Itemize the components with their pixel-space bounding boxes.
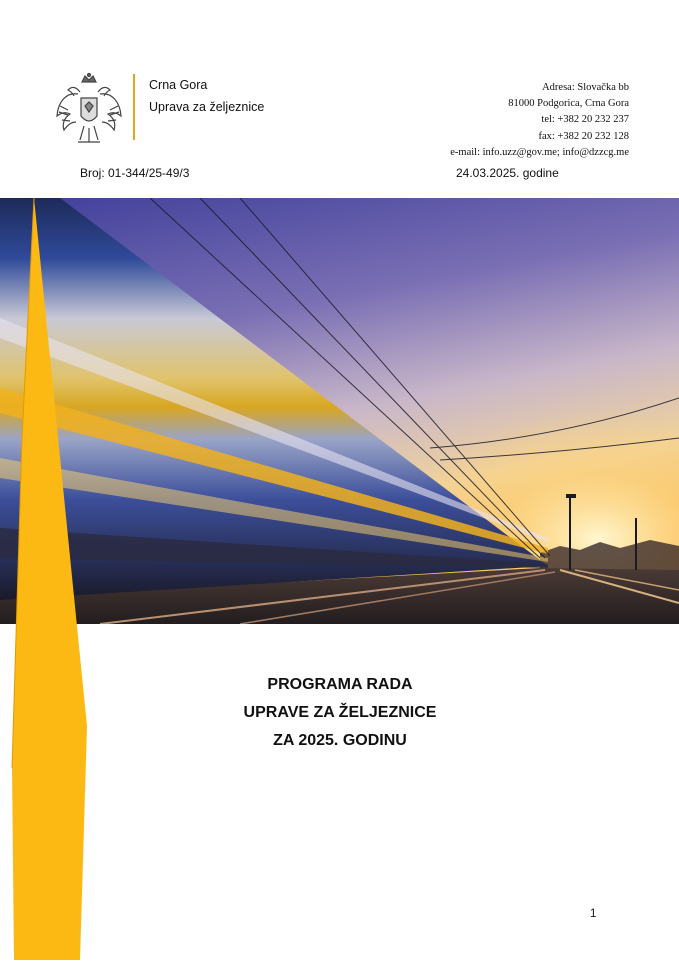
contact-email: e-mail: info.uzz@gov.me; info@dzzcg.me (450, 146, 629, 158)
organization-name (149, 74, 264, 118)
contact-block (450, 80, 629, 161)
cover-photo (0, 198, 679, 624)
contact-city: 81000 Podgorica, Crna Gora (508, 98, 629, 110)
coat-of-arms-icon (54, 72, 124, 146)
accent-stripe (0, 198, 100, 960)
document-date: 24.03.2025. godine (456, 166, 559, 180)
header-divider (133, 74, 135, 140)
page-number: 1 (590, 908, 597, 920)
title-line-3: ZA 2025. GODINU (273, 732, 407, 749)
org-country: Crna Gora (149, 78, 208, 92)
contact-address: Adresa: Slovačka bb (542, 82, 629, 93)
reference-number: Broj: 01-344/25-49/3 (80, 166, 190, 180)
contact-tel: tel: +382 20 232 237 (541, 114, 629, 126)
org-agency: Uprava za željeznice (149, 100, 265, 114)
document-title (140, 671, 540, 755)
title-line-1: PROGRAMA RADA (267, 676, 413, 693)
title-line-2: UPRAVE ZA ŽELJEZNICE (243, 704, 437, 721)
contact-fax: fax: +382 20 232 128 (538, 130, 629, 142)
